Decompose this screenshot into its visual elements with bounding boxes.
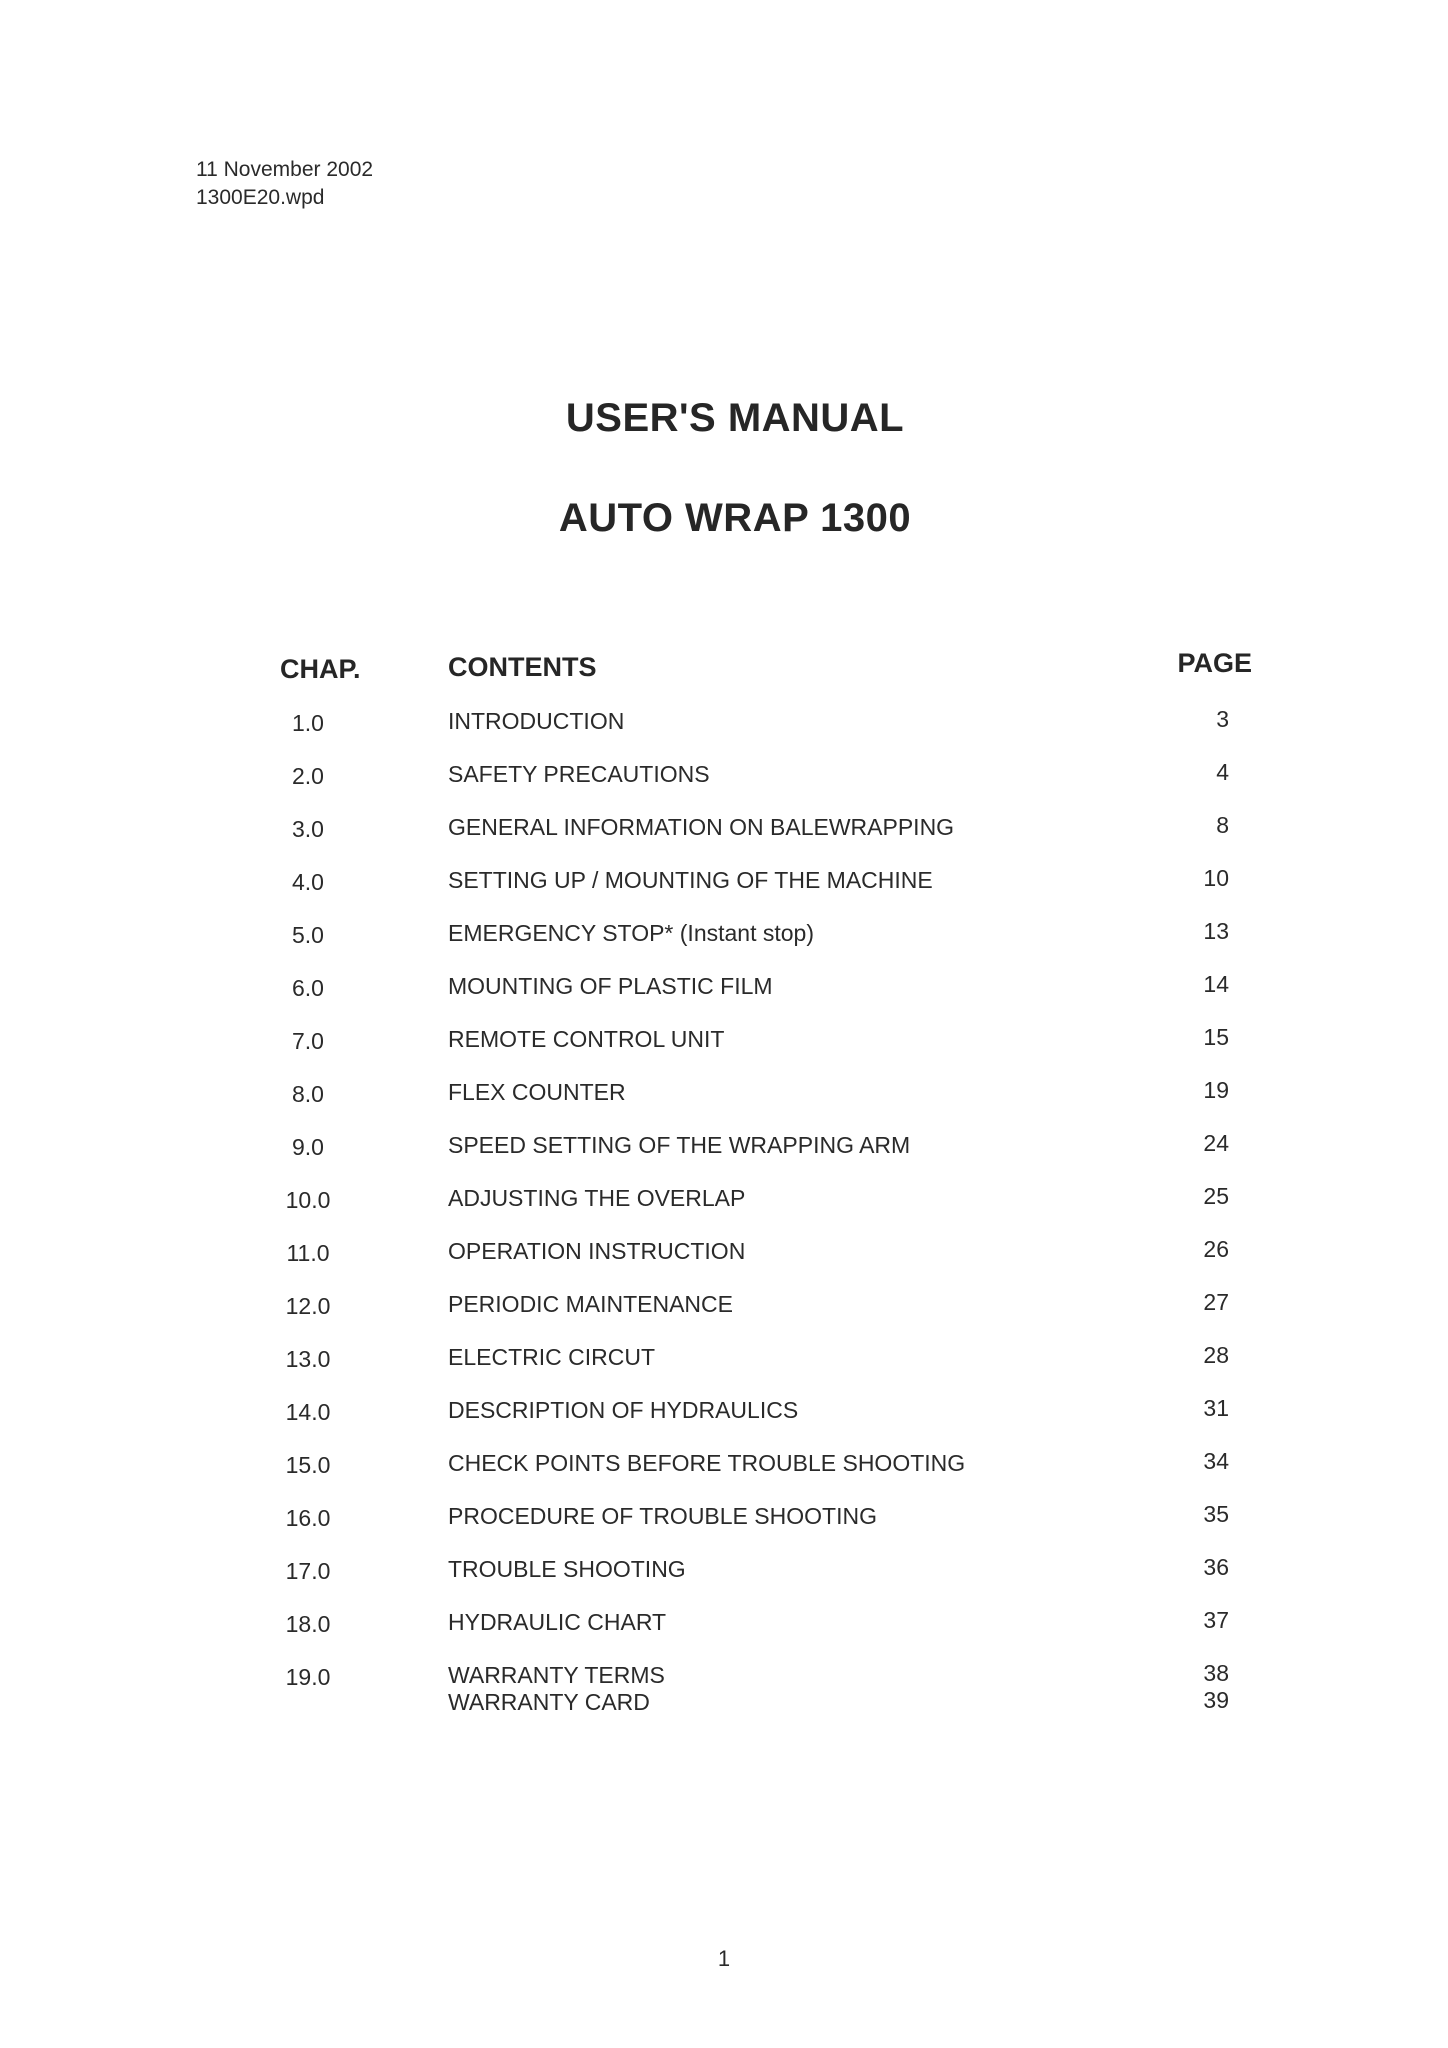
toc-page-number: 4 [1216, 759, 1229, 785]
toc-chapter-number: 11.0 [286, 1240, 330, 1266]
toc-chapter-title [448, 1662, 665, 1716]
document-date: 11 November 2002 [196, 158, 374, 181]
toc-page-number [1149, 1660, 1229, 1714]
toc-page-number: 27 [1203, 1289, 1229, 1315]
toc-page-number: 37 [1203, 1607, 1229, 1633]
toc-chapter-number: 7.0 [292, 1028, 324, 1054]
toc-chapter-title: DESCRIPTION OF HYDRAULICS [448, 1397, 799, 1423]
toc-chapter-title: GENERAL INFORMATION ON BALEWRAPPING [448, 814, 955, 840]
toc-header-chap: CHAP. [280, 654, 361, 684]
toc-page-number: 31 [1203, 1395, 1229, 1421]
toc-chapter-number: 18.0 [285, 1611, 331, 1637]
toc-chapter-number: 17.0 [285, 1558, 331, 1584]
toc-chapter-title: HYDRAULIC CHART [448, 1609, 667, 1635]
toc-page-number: 8 [1216, 812, 1229, 838]
toc-row [0, 757, 1448, 810]
toc-page-number: 34 [1203, 1448, 1229, 1474]
toc-row [0, 1658, 1448, 1728]
toc-chapter-title: EMERGENCY STOP* (Instant stop) [448, 920, 814, 946]
toc-chapter-number: 19.0 [285, 1664, 331, 1690]
toc-chapter-number: 13.0 [285, 1346, 331, 1372]
toc-chapter-title: CHECK POINTS BEFORE TROUBLE SHOOTING [448, 1450, 966, 1476]
toc-row [0, 1128, 1448, 1181]
toc-page-number: 28 [1203, 1342, 1229, 1368]
toc-chapter-number: 2.0 [292, 763, 324, 789]
toc-row [0, 810, 1448, 863]
toc-chapter-number: 14.0 [285, 1399, 331, 1425]
toc-page-number: 26 [1203, 1236, 1229, 1262]
toc-chapter-number: 5.0 [292, 922, 324, 948]
toc-page-number: 35 [1203, 1501, 1229, 1527]
toc-row [0, 1446, 1448, 1499]
toc-chapter-number: 6.0 [292, 975, 324, 1001]
toc-header-page: PAGE [1177, 648, 1252, 678]
toc-chapter-title: MOUNTING OF PLASTIC FILM [448, 973, 773, 999]
toc-chapter-title-line: WARRANTY CARD [448, 1689, 650, 1715]
product-title: AUTO WRAP 1300 [558, 496, 912, 540]
toc-row [0, 863, 1448, 916]
toc-page-number: 19 [1203, 1077, 1229, 1103]
toc-page-number: 25 [1203, 1183, 1229, 1209]
toc-chapter-title-line: WARRANTY TERMS [448, 1662, 665, 1688]
toc-row [0, 1022, 1448, 1075]
toc-chapter-title: FLEX COUNTER [448, 1079, 626, 1105]
toc-page-number: 13 [1203, 918, 1229, 944]
toc-chapter-title: ADJUSTING THE OVERLAP [448, 1185, 746, 1211]
toc-row [0, 1075, 1448, 1128]
toc-header-contents: CONTENTS [448, 652, 597, 682]
toc-chapter-title: TROUBLE SHOOTING [448, 1556, 686, 1582]
document-filename: 1300E20.wpd [196, 186, 325, 209]
toc-chapter-title: SETTING UP / MOUNTING OF THE MACHINE [448, 867, 933, 893]
toc-row [0, 1605, 1448, 1658]
toc-row [0, 916, 1448, 969]
toc-chapter-number: 15.0 [285, 1452, 331, 1478]
toc-chapter-number: 4.0 [292, 869, 324, 895]
toc-row [0, 969, 1448, 1022]
toc-row [0, 1499, 1448, 1552]
toc-page-number: 15 [1203, 1024, 1229, 1050]
document-meta [196, 156, 373, 212]
toc-row [0, 1393, 1448, 1446]
toc-page-number: 3 [1216, 706, 1229, 732]
manual-title: USER'S MANUAL [565, 396, 905, 440]
toc-row [0, 1552, 1448, 1605]
toc-page-number: 14 [1203, 971, 1229, 997]
toc-chapter-title: INTRODUCTION [448, 708, 625, 734]
toc-chapter-number: 16.0 [285, 1505, 331, 1531]
toc-row [0, 1287, 1448, 1340]
toc-page-number-line: 38 [1203, 1660, 1229, 1686]
toc-page-number: 36 [1203, 1554, 1229, 1580]
toc-chapter-title: PROCEDURE OF TROUBLE SHOOTING [448, 1503, 877, 1529]
toc-page-number: 10 [1203, 865, 1229, 891]
toc-row [0, 1234, 1448, 1287]
toc-row [0, 1181, 1448, 1234]
toc-chapter-number: 9.0 [292, 1134, 324, 1160]
toc-page-number-line: 39 [1203, 1687, 1229, 1713]
toc-row [0, 704, 1448, 757]
table-of-contents [0, 704, 1448, 1728]
toc-page-number: 24 [1203, 1130, 1229, 1156]
page-number: 1 [717, 1946, 731, 1971]
toc-chapter-number: 8.0 [292, 1081, 324, 1107]
toc-chapter-title: SAFETY PRECAUTIONS [448, 761, 710, 787]
toc-row [0, 1340, 1448, 1393]
toc-chapter-number: 12.0 [285, 1293, 331, 1319]
toc-chapter-title: SPEED SETTING OF THE WRAPPING ARM [448, 1132, 911, 1158]
toc-chapter-number: 3.0 [292, 816, 324, 842]
toc-chapter-title: OPERATION INSTRUCTION [448, 1238, 746, 1264]
toc-chapter-title: REMOTE CONTROL UNIT [448, 1026, 725, 1052]
toc-chapter-number: 10.0 [285, 1187, 331, 1213]
toc-chapter-number: 1.0 [292, 710, 324, 736]
toc-chapter-title: PERIODIC MAINTENANCE [448, 1291, 733, 1317]
toc-chapter-title: ELECTRIC CIRCUT [448, 1344, 656, 1370]
